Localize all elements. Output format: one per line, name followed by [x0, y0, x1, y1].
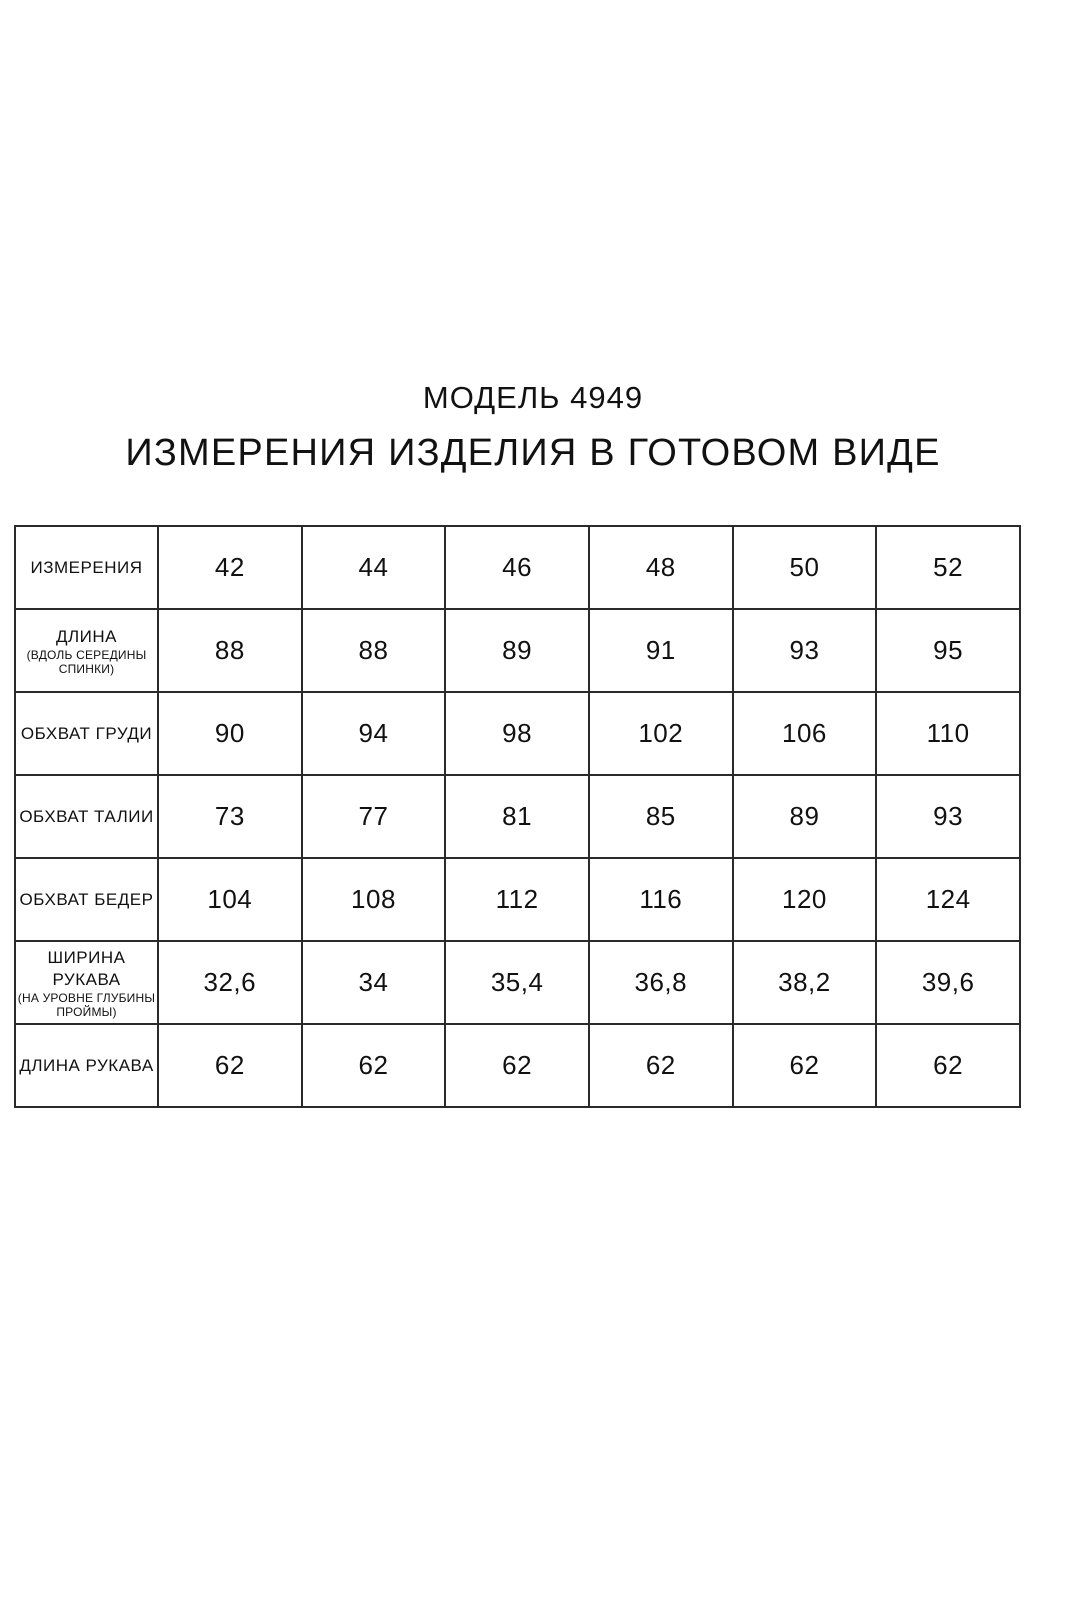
row-label-cell [15, 609, 158, 692]
page-title: ИЗМЕРЕНИЯ ИЗДЕЛИЯ В ГОТОВОМ ВИДЕ [125, 432, 941, 474]
measurement-value: 85 [645, 801, 676, 831]
measurement-value: 62 [645, 1050, 676, 1080]
measurement-value: 36,8 [634, 967, 688, 997]
size-header-cell [158, 526, 302, 609]
measurement-value: 116 [639, 884, 683, 914]
row-label: ОБХВАТ ГРУДИ [20, 723, 153, 743]
table-row [15, 609, 1020, 692]
value-cell [445, 1024, 589, 1107]
measurement-value: 98 [502, 718, 533, 748]
measurement-value: 38,2 [778, 967, 831, 997]
measurement-value: 95 [933, 635, 964, 665]
measurement-value: 108 [351, 884, 396, 914]
measurement-value: 90 [214, 718, 245, 748]
row-label: ДЛИНА [55, 626, 117, 646]
size-header-cell [445, 526, 589, 609]
value-cell [589, 858, 733, 941]
measurement-value: 110 [926, 718, 970, 748]
row-label-cell [15, 775, 158, 858]
value-cell [876, 692, 1020, 775]
value-cell [733, 775, 877, 858]
measurement-value: 104 [207, 884, 253, 914]
measurement-value: 35,4 [490, 967, 544, 997]
value-cell [302, 609, 446, 692]
value-cell [302, 775, 446, 858]
value-cell [302, 858, 446, 941]
table-row [15, 692, 1020, 775]
measurement-value: 89 [789, 801, 820, 831]
value-cell [302, 941, 446, 1024]
size-value: 44 [358, 552, 389, 582]
table-row [15, 775, 1020, 858]
table-row [15, 1024, 1020, 1107]
measurement-value: 62 [502, 1050, 533, 1080]
value-cell [876, 775, 1020, 858]
row-label-cell [15, 692, 158, 775]
value-cell [733, 609, 877, 692]
size-value: 46 [502, 552, 533, 582]
value-cell [733, 858, 877, 941]
table-row [15, 941, 1020, 1024]
measurement-value: 102 [638, 718, 684, 748]
measurement-value: 77 [358, 801, 389, 831]
measurement-value: 62 [933, 1050, 964, 1080]
row-label: ШИРИНА РУКАВА [47, 947, 126, 989]
value-cell [589, 692, 733, 775]
size-header-cell [733, 526, 877, 609]
value-cell [158, 941, 302, 1024]
header-label: ИЗМЕРЕНИЯ [30, 557, 143, 577]
size-value: 50 [789, 552, 820, 582]
size-header-cell [589, 526, 733, 609]
value-cell [158, 692, 302, 775]
row-label-cell [15, 858, 158, 941]
size-header-cell [302, 526, 446, 609]
measurement-value: 94 [358, 718, 389, 748]
value-cell [733, 1024, 877, 1107]
measurement-value: 88 [214, 635, 245, 665]
value-cell [302, 692, 446, 775]
row-label: ОБХВАТ ТАЛИИ [19, 806, 154, 826]
value-cell [733, 692, 877, 775]
value-cell [733, 941, 877, 1024]
value-cell [589, 1024, 733, 1107]
value-cell [589, 941, 733, 1024]
measurement-value: 93 [933, 801, 964, 831]
table-header-row [15, 526, 1020, 609]
model-title: МОДЕЛЬ 4949 [422, 380, 644, 415]
measurement-value: 39,6 [921, 967, 975, 997]
size-header-cell [876, 526, 1020, 609]
row-label: ДЛИНА РУКАВА [19, 1055, 154, 1075]
value-cell [589, 775, 733, 858]
value-cell [445, 858, 589, 941]
value-cell [445, 609, 589, 692]
size-value: 52 [933, 552, 964, 582]
measurement-value: 34 [358, 967, 389, 997]
row-label: ОБХВАТ БЕДЕР [19, 889, 154, 909]
value-cell [589, 609, 733, 692]
value-cell [876, 858, 1020, 941]
size-value: 48 [645, 552, 676, 582]
row-label-cell [15, 1024, 158, 1107]
value-cell [445, 692, 589, 775]
value-cell [158, 858, 302, 941]
value-cell [445, 775, 589, 858]
measurement-value: 62 [358, 1050, 389, 1080]
measurement-value: 124 [925, 884, 971, 914]
measurement-value: 81 [502, 801, 533, 831]
value-cell [876, 1024, 1020, 1107]
value-cell [876, 609, 1020, 692]
value-cell [302, 1024, 446, 1107]
measurement-value: 62 [214, 1050, 245, 1080]
measurement-value: 32,6 [203, 967, 257, 997]
row-label-cell [15, 941, 158, 1024]
table-row [15, 858, 1020, 941]
measurement-value: 88 [358, 635, 389, 665]
value-cell [158, 775, 302, 858]
measurement-value: 89 [502, 635, 533, 665]
measurement-value: 120 [782, 884, 827, 914]
row-note: (НА УРОВНЕ ГЛУБИНЫ ПРОЙМЫ) [17, 990, 156, 1019]
measurement-value: 62 [789, 1050, 820, 1080]
value-cell [158, 1024, 302, 1107]
row-note: (ВДОЛЬ СЕРЕДИНЫ СПИНКИ) [26, 647, 147, 676]
size-measurements-table [14, 525, 1021, 1108]
measurement-value: 106 [782, 718, 827, 748]
measurement-value: 93 [789, 635, 820, 665]
measurement-value: 91 [645, 635, 676, 665]
measurement-value: 112 [495, 884, 539, 914]
value-cell [158, 609, 302, 692]
value-cell [876, 941, 1020, 1024]
measurement-value: 73 [214, 801, 245, 831]
size-value: 42 [214, 552, 245, 582]
header-label-cell [15, 526, 158, 609]
value-cell [445, 941, 589, 1024]
